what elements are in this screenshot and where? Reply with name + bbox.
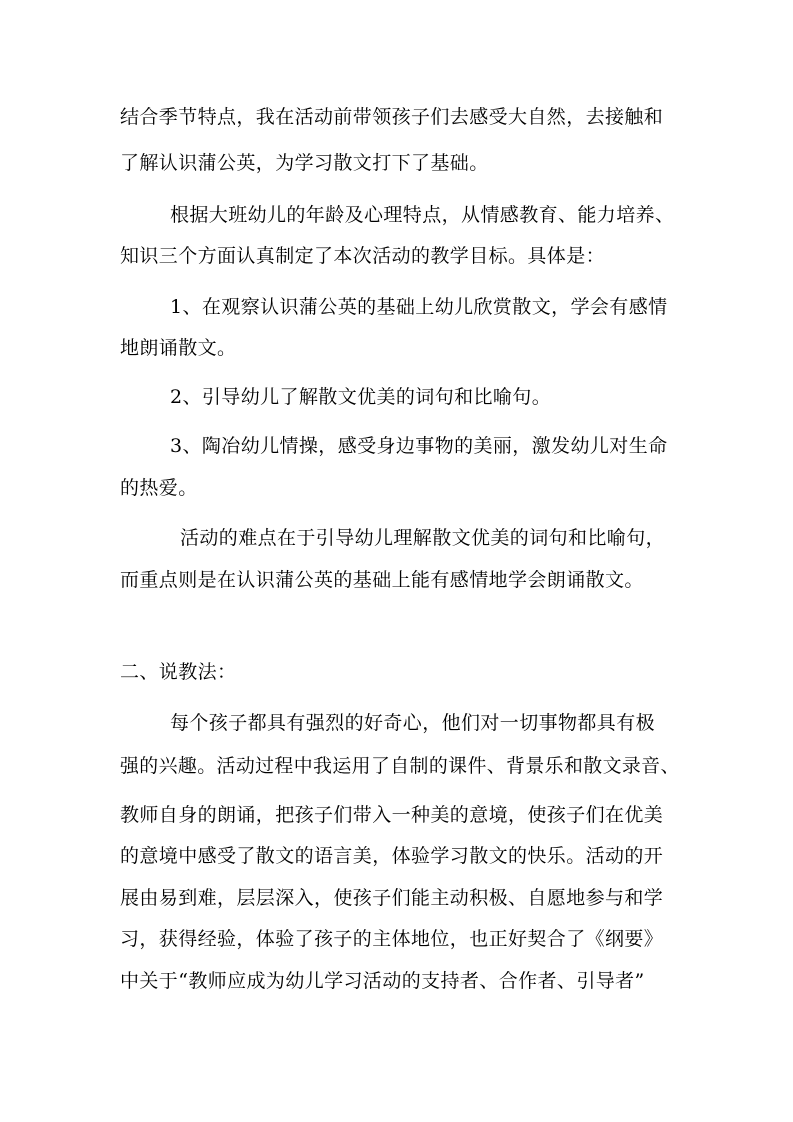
section-heading: 二、说教法：	[120, 661, 237, 683]
text-line: 习，获得经验，体验了孩子的主体地位，也正好契合了《纲要》	[120, 928, 664, 950]
text-line: 的意境中感受了散文的语言美，体验学习散文的快乐。活动的开	[120, 845, 664, 867]
text-line: 根据大班幼儿的年龄及心理特点，从情感教育、能力培养、	[170, 204, 675, 226]
text-line: 而重点则是在认识蒲公英的基础上能有感情地学会朗诵散文。	[120, 569, 644, 591]
text-line: 每个孩子都具有强烈的好奇心，他们对一切事物都具有极	[170, 712, 656, 734]
text-line: 教师自身的朗诵，把孩子们带入一种美的意境，使孩子们在优美	[120, 804, 664, 826]
text-line: 的热爱。	[120, 477, 198, 499]
text-line: 活动的难点在于引导幼儿理解散文优美的词句和比喻句，	[180, 527, 666, 549]
text-line: 强的兴趣。活动过程中我运用了自制的课件、背景乐和散文录音、	[120, 755, 680, 777]
text-line: 知识三个方面认真制定了本次活动的教学目标。具体是：	[120, 245, 606, 267]
text-line: 中关于“教师应成为幼儿学习活动的支持者、合作者、引导者”	[120, 970, 645, 992]
text-line: 展由易到难，层层深入，使孩子们能主动积极、自愿地参与和学	[120, 887, 664, 909]
text-line: 1、在观察认识蒲公英的基础上幼儿欣赏散文，学会有感情	[170, 296, 668, 318]
text-line: 地朗诵散文。	[120, 337, 237, 359]
text-line: 结合季节特点，我在活动前带领孩子们去感受大自然，去接触和	[120, 106, 664, 128]
text-line: 2、引导幼儿了解散文优美的词句和比喻句。	[170, 386, 552, 408]
text-line: 3、陶冶幼儿情操，感受身边事物的美丽，激发幼儿对生命	[170, 435, 668, 457]
text-line: 了解认识蒲公英，为学习散文打下了基础。	[120, 152, 489, 174]
